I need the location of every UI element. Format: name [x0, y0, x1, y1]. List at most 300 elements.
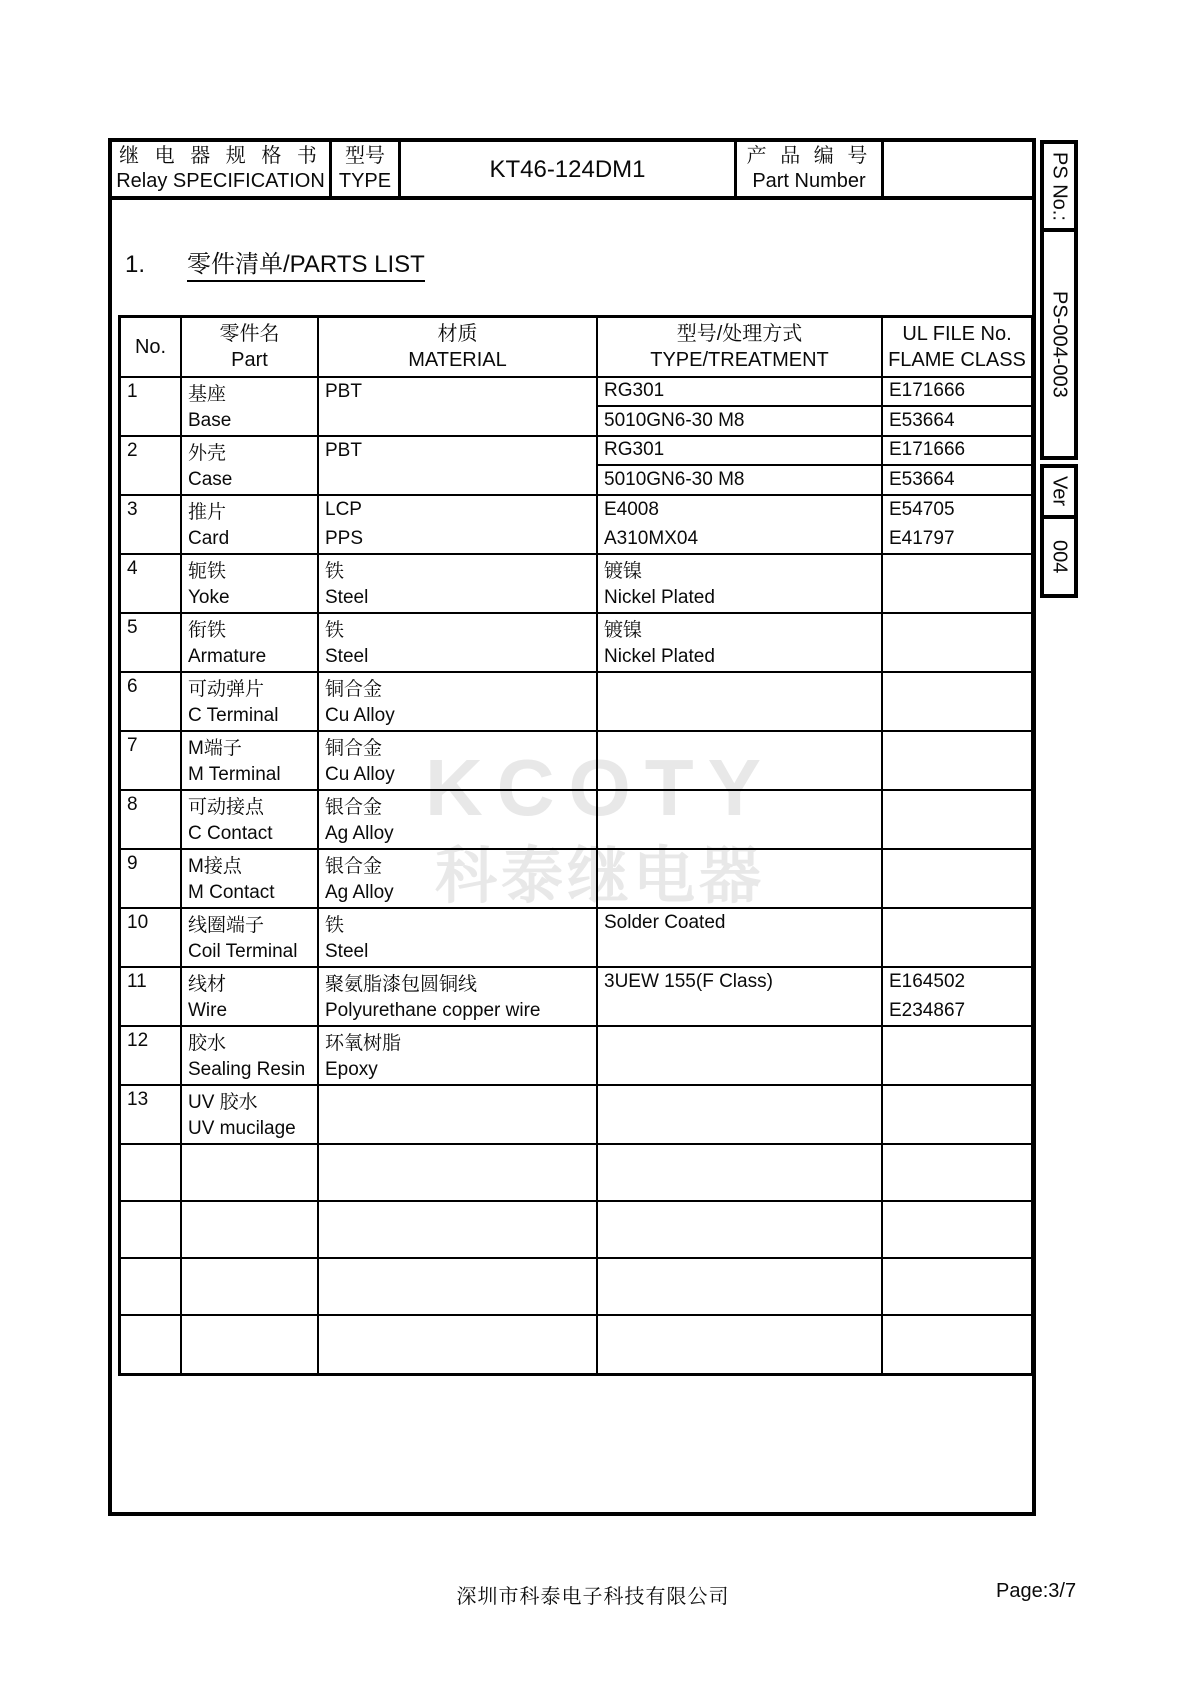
row-material-cell: [319, 732, 598, 789]
table-header-row: [121, 318, 1031, 378]
part-name-cn: 可动接点: [188, 796, 265, 818]
type-treatment-line1: E4008: [604, 499, 659, 521]
row-ul-file-cell: [883, 732, 1031, 789]
section-title: [125, 244, 425, 279]
type-treatment-line1: [598, 673, 881, 702]
row-no-cell: [121, 1259, 182, 1314]
row-type-treatment-cell: [598, 378, 883, 435]
table-row: [121, 1316, 1031, 1373]
col-header-part-cn: 零件名: [219, 323, 280, 345]
row-material-cell: [319, 496, 598, 553]
ps-no-value-box: PS-004-003: [1040, 228, 1078, 460]
ul-file-line1: E164502: [889, 971, 966, 993]
ul-file-line2: [883, 1287, 1031, 1315]
row-ul-file-cell: [883, 555, 1031, 612]
row-no-spacer: [121, 643, 180, 672]
row-ul-file-cell: [883, 437, 1031, 494]
row-no: 10: [127, 912, 149, 934]
ul-file-line2: [883, 1056, 1031, 1085]
part-name-en: M Terminal: [188, 763, 281, 785]
row-no: [121, 1259, 180, 1287]
ul-file-line1: [883, 1259, 1031, 1287]
material-cn: PBT: [325, 381, 362, 403]
material-cn: [319, 1316, 596, 1345]
row-part-cell: [182, 909, 319, 966]
material-en: Ag Alloy: [325, 822, 394, 844]
watermark-logo-text: KCOTY: [425, 743, 775, 832]
row-type-treatment-cell: [598, 1259, 883, 1314]
material-en: [319, 1115, 596, 1144]
part-number-label-cn: 产 品 编 号: [746, 145, 872, 167]
part-name-cn: M接点: [188, 855, 242, 877]
row-no-spacer: [121, 407, 180, 436]
material-en: Steel: [325, 645, 369, 667]
row-material-cell: [319, 1086, 598, 1143]
part-name-en: Yoke: [188, 586, 230, 608]
type-treatment-line2: [598, 1056, 881, 1085]
col-header-type-cn: 型号/处理方式: [676, 323, 803, 345]
row-ul-file-cell: [883, 850, 1031, 907]
type-treatment-line2: [598, 1115, 881, 1144]
type-treatment-line2: [598, 1345, 881, 1374]
col-header-ul-file: [883, 318, 1031, 376]
row-type-treatment-cell: [598, 732, 883, 789]
material-cn: [319, 1145, 596, 1173]
part-name-cn: 胶水: [188, 1032, 227, 1054]
material-en: Steel: [325, 586, 369, 608]
row-no-spacer: [121, 1173, 180, 1201]
material-en: Ag Alloy: [325, 881, 394, 903]
row-ul-file-cell: [883, 909, 1031, 966]
row-part-cell: [182, 437, 319, 494]
row-type-treatment-cell: [598, 673, 883, 730]
material-en: PPS: [325, 527, 364, 549]
row-part-cell: [182, 1145, 319, 1200]
row-no: 6: [127, 676, 138, 698]
part-name-en: [182, 1173, 317, 1201]
row-no: 5: [127, 617, 138, 639]
material-cn: LCP: [325, 499, 362, 521]
side-strip: [1040, 140, 1078, 598]
row-part-cell: [182, 496, 319, 553]
type-label-cell: [332, 142, 401, 196]
col-header-material-en: MATERIAL: [408, 349, 507, 371]
row-no-spacer: [121, 1056, 180, 1085]
ul-file-line1: [883, 1086, 1031, 1115]
part-name-cn: 可动弹片: [188, 678, 265, 700]
row-no-cell: [121, 555, 182, 612]
row-no-cell: [121, 909, 182, 966]
row-material-cell: [319, 1316, 598, 1373]
type-treatment-line1: [598, 791, 881, 820]
part-name-en: Case: [188, 468, 233, 490]
row-no: [121, 1316, 180, 1345]
row-material-cell: [319, 614, 598, 671]
type-label-cn: 型号: [345, 145, 385, 167]
row-no-cell: [121, 1086, 182, 1143]
ul-file-line1: [883, 673, 1031, 702]
ul-file-line2: [883, 879, 1031, 908]
parts-list-table: [118, 315, 1034, 1376]
row-part-cell: [182, 968, 319, 1025]
row-no-cell: [121, 732, 182, 789]
row-part-cell: [182, 732, 319, 789]
type-value-cell: [401, 142, 737, 196]
row-material-cell: [319, 791, 598, 848]
row-ul-file-cell: [883, 1027, 1031, 1084]
doc-title-cn: 继 电 器 规 格 书: [119, 145, 322, 167]
part-number-label-en: Part Number: [752, 170, 866, 192]
table-row: [121, 909, 1031, 968]
table-row: [121, 791, 1031, 850]
row-no: 13: [127, 1089, 149, 1111]
row-type-treatment-cell: [598, 1086, 883, 1143]
type-treatment-line1: [598, 1259, 881, 1287]
row-ul-file-cell: [883, 791, 1031, 848]
part-number-value-cell: [884, 142, 1032, 196]
type-treatment-line2: [598, 702, 881, 731]
ul-file-line2: [883, 1345, 1031, 1374]
material-cn: 铁: [325, 619, 345, 641]
part-name-cn: 线圈端子: [188, 914, 265, 936]
type-treatment-line1: [598, 1316, 881, 1345]
material-en: [319, 466, 596, 495]
type-treatment-line1: 镀镍: [604, 560, 643, 582]
material-cn: 银合金: [325, 796, 383, 818]
row-part-cell: [182, 1027, 319, 1084]
part-name-en: Base: [188, 409, 232, 431]
ul-file-line2: [883, 584, 1031, 613]
ver-value-box: 004: [1040, 515, 1078, 598]
part-name-cn: 线材: [188, 973, 227, 995]
row-no-cell: [121, 791, 182, 848]
type-treatment-line2: [598, 879, 881, 908]
material-cn: 铜合金: [325, 737, 383, 759]
row-no-cell: [121, 1145, 182, 1200]
material-cn: 环氧树脂: [325, 1032, 402, 1054]
type-treatment-line1: RG301: [598, 437, 881, 466]
row-no: 9: [127, 853, 138, 875]
row-material-cell: [319, 1202, 598, 1257]
watermark-company-text: 科泰继电器: [434, 842, 765, 911]
row-part-cell: [182, 614, 319, 671]
row-material-cell: [319, 378, 598, 435]
ul-file-line1: [883, 555, 1031, 584]
type-treatment-line2: 5010GN6-30 M8: [604, 409, 745, 431]
ul-file-line1: [883, 791, 1031, 820]
ul-file-line1: [883, 1145, 1031, 1173]
row-type-treatment-cell: [598, 1027, 883, 1084]
material-cn: [319, 1259, 596, 1287]
row-no-cell: [121, 496, 182, 553]
row-material-cell: [319, 555, 598, 612]
row-ul-file-cell: [883, 968, 1031, 1025]
material-en: Steel: [325, 940, 369, 962]
row-no-spacer: [121, 584, 180, 613]
row-type-treatment-cell: [598, 496, 883, 553]
type-treatment-line1: [598, 1202, 881, 1230]
row-material-cell: [319, 1027, 598, 1084]
row-no: 3: [127, 499, 138, 521]
row-ul-file-cell: [883, 1202, 1031, 1257]
row-no: [121, 1145, 180, 1173]
col-header-ul-line1: UL FILE No.: [902, 323, 1012, 345]
type-treatment-line2: Nickel Plated: [604, 645, 715, 667]
type-treatment-line2: [598, 1173, 881, 1201]
material-en: Cu Alloy: [325, 704, 395, 726]
part-name-en: Sealing Resin: [188, 1058, 306, 1080]
row-ul-file-cell: [883, 378, 1031, 435]
table-row: [121, 614, 1031, 673]
part-name-cn: [182, 1202, 317, 1230]
row-no-cell: [121, 437, 182, 494]
col-header-no-label: No.: [134, 336, 167, 358]
row-no-cell: [121, 1316, 182, 1373]
row-material-cell: [319, 1259, 598, 1314]
material-cn: 聚氨脂漆包圆铜线: [325, 973, 478, 995]
ul-file-line2: [883, 761, 1031, 790]
col-header-no: [121, 318, 182, 376]
relay-type-value: KT46-124DM1: [489, 155, 646, 183]
ul-file-line2: E41797: [889, 527, 955, 549]
material-cn: 铜合金: [325, 678, 383, 700]
table-row: [121, 1202, 1031, 1259]
row-material-cell: [319, 1145, 598, 1200]
table-row: [121, 496, 1031, 555]
part-name-cn: M端子: [188, 737, 242, 759]
ul-file-line2: [883, 938, 1031, 967]
row-no: [121, 1202, 180, 1230]
row-no: 12: [127, 1030, 149, 1052]
type-treatment-line1: 镀镍: [604, 619, 643, 641]
ul-file-line1: [883, 1027, 1031, 1056]
ul-file-line2: E53664: [889, 468, 955, 490]
type-treatment-line1: [598, 1027, 881, 1056]
ul-file-line2: [883, 643, 1031, 672]
row-type-treatment-cell: [598, 437, 883, 494]
material-cn: [319, 1086, 596, 1115]
part-name-cn: [182, 1145, 317, 1173]
table-row: [121, 1145, 1031, 1202]
row-no: 8: [127, 794, 138, 816]
doc-title-cell: [112, 142, 332, 196]
row-no: 1: [127, 381, 138, 403]
row-part-cell: [182, 1259, 319, 1314]
row-part-cell: [182, 1202, 319, 1257]
col-header-part: [182, 318, 319, 376]
row-no-spacer: [121, 1115, 180, 1144]
part-name-en: [182, 1345, 317, 1374]
type-treatment-line1: [598, 850, 881, 879]
table-row: [121, 732, 1031, 791]
row-no-cell: [121, 1027, 182, 1084]
row-no-spacer: [121, 997, 180, 1026]
row-material-cell: [319, 437, 598, 494]
col-header-material-cn: 材质: [437, 323, 478, 345]
ver-label-box: Ver: [1040, 464, 1078, 519]
type-treatment-line2: A310MX04: [604, 527, 699, 549]
ul-file-line1: [883, 1202, 1031, 1230]
row-ul-file-cell: [883, 673, 1031, 730]
row-no: 7: [127, 735, 138, 757]
table-row: [121, 968, 1031, 1027]
row-no-cell: [121, 614, 182, 671]
part-number-label-cell: [737, 142, 884, 196]
ps-no-label-box: PS No.:: [1040, 140, 1078, 232]
row-no-cell: [121, 1202, 182, 1257]
part-name-en: [182, 1230, 317, 1258]
row-no-cell: [121, 850, 182, 907]
table-row: [121, 850, 1031, 909]
type-treatment-line1: [598, 732, 881, 761]
type-treatment-line2: [598, 820, 881, 849]
part-name-cn: 轭铁: [188, 560, 227, 582]
part-name-en: [182, 1287, 317, 1315]
row-type-treatment-cell: [598, 1202, 883, 1257]
type-label-en: TYPE: [338, 170, 392, 192]
ul-file-line1: E171666: [883, 437, 1031, 466]
col-header-part-en: Part: [231, 349, 268, 371]
document-header-table: [108, 138, 1036, 200]
row-no-cell: [121, 673, 182, 730]
row-part-cell: [182, 555, 319, 612]
row-type-treatment-cell: [598, 968, 883, 1025]
part-name-cn: 基座: [188, 383, 227, 405]
row-part-cell: [182, 1086, 319, 1143]
material-cn: 铁: [325, 914, 345, 936]
material-en: Polyurethane copper wire: [325, 999, 541, 1021]
ul-file-line1: [883, 732, 1031, 761]
part-name-en: Armature: [188, 645, 267, 667]
table-row: [121, 1259, 1031, 1316]
row-part-cell: [182, 1316, 319, 1373]
table-row: [121, 555, 1031, 614]
material-en: Epoxy: [325, 1058, 378, 1080]
ul-file-line1: [883, 909, 1031, 938]
ul-file-line2: E234867: [889, 999, 966, 1021]
row-no-spacer: [121, 702, 180, 731]
row-no-cell: [121, 968, 182, 1025]
row-no-cell: [121, 378, 182, 435]
ul-file-line2: [883, 1230, 1031, 1258]
row-ul-file-cell: [883, 1259, 1031, 1314]
row-no-spacer: [121, 820, 180, 849]
row-no: 2: [127, 440, 138, 462]
ul-file-line2: [883, 1173, 1031, 1201]
ul-file-line1: [883, 850, 1031, 879]
type-treatment-line1: RG301: [598, 378, 881, 407]
type-treatment-line2: [598, 1287, 881, 1315]
table-row: [121, 437, 1031, 496]
ul-file-line1: E171666: [883, 378, 1031, 407]
col-header-type-en: TYPE/TREATMENT: [650, 349, 829, 371]
section-number: 1.: [125, 251, 146, 278]
row-material-cell: [319, 968, 598, 1025]
ul-file-line2: [883, 820, 1031, 849]
footer-page-number: Page:3/7: [996, 1580, 1077, 1602]
ul-file-line1: [883, 1316, 1031, 1345]
footer-company-name: 深圳市科泰电子科技有限公司: [456, 1586, 730, 1608]
ul-file-line2: E53664: [889, 409, 955, 431]
type-treatment-line2: Nickel Plated: [604, 586, 715, 608]
type-treatment-line2: [598, 997, 881, 1026]
material-en: [319, 1287, 596, 1315]
material-en: [319, 1230, 596, 1258]
row-type-treatment-cell: [598, 1316, 883, 1373]
part-name-en: Wire: [188, 999, 228, 1021]
part-name-en: Card: [188, 527, 230, 549]
row-no: 4: [127, 558, 138, 580]
row-type-treatment-cell: [598, 614, 883, 671]
row-material-cell: [319, 673, 598, 730]
row-ul-file-cell: [883, 1316, 1031, 1373]
col-header-ul-line2: FLAME CLASS: [888, 349, 1026, 371]
row-no-spacer: [121, 1345, 180, 1374]
table-row: [121, 1027, 1031, 1086]
row-type-treatment-cell: [598, 1145, 883, 1200]
part-name-cn: 外壳: [188, 442, 227, 464]
row-no-spacer: [121, 525, 180, 554]
material-en: Cu Alloy: [325, 763, 395, 785]
type-treatment-line1: Solder Coated: [604, 912, 726, 934]
part-name-en: Coil Terminal: [188, 940, 298, 962]
ul-file-line1: E54705: [889, 499, 955, 521]
row-part-cell: [182, 850, 319, 907]
doc-title-en: Relay SPECIFICATION: [116, 170, 325, 192]
row-part-cell: [182, 791, 319, 848]
material-en: [319, 1345, 596, 1374]
row-no-spacer: [121, 761, 180, 790]
row-ul-file-cell: [883, 496, 1031, 553]
part-name-en: M Contact: [188, 881, 275, 903]
table-row: [121, 1086, 1031, 1145]
part-name-en: C Terminal: [188, 704, 279, 726]
type-treatment-line2: [598, 761, 881, 790]
row-no-spacer: [121, 466, 180, 495]
row-ul-file-cell: [883, 1086, 1031, 1143]
part-name-cn: 衔铁: [188, 619, 227, 641]
material-en: [319, 1173, 596, 1201]
row-material-cell: [319, 909, 598, 966]
type-treatment-line2: 5010GN6-30 M8: [604, 468, 745, 490]
row-type-treatment-cell: [598, 555, 883, 612]
material-cn: [319, 1202, 596, 1230]
row-no-spacer: [121, 1287, 180, 1315]
row-part-cell: [182, 378, 319, 435]
row-material-cell: [319, 850, 598, 907]
row-no-spacer: [121, 1230, 180, 1258]
ul-file-line1: [883, 614, 1031, 643]
type-treatment-line1: [598, 1145, 881, 1173]
material-en: [319, 407, 596, 436]
row-no: 11: [127, 971, 147, 993]
row-no-spacer: [121, 879, 180, 908]
row-type-treatment-cell: [598, 850, 883, 907]
part-name-cn: UV 胶水: [188, 1091, 258, 1113]
part-name-cn: 推片: [188, 501, 227, 523]
table-row: [121, 673, 1031, 732]
material-cn: 银合金: [325, 855, 383, 877]
part-name-cn: [182, 1259, 317, 1287]
ul-file-line2: [883, 1115, 1031, 1144]
type-treatment-line2: [598, 938, 881, 967]
part-name-en: C Contact: [188, 822, 273, 844]
table-body: [121, 378, 1031, 1373]
col-header-material: [319, 318, 598, 376]
type-treatment-line2: [598, 1230, 881, 1258]
row-type-treatment-cell: [598, 909, 883, 966]
row-ul-file-cell: [883, 614, 1031, 671]
